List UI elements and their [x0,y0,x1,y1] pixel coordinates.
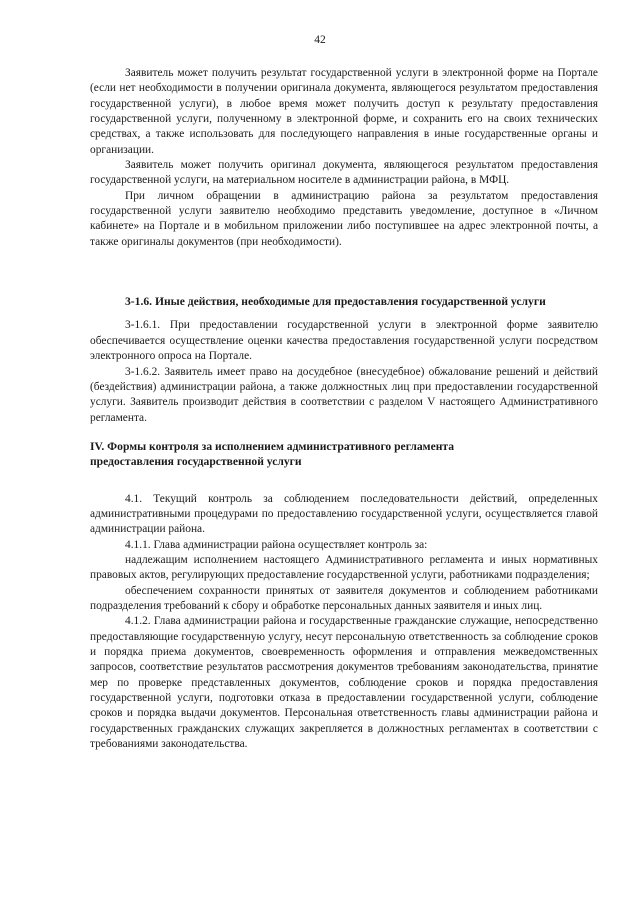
document-body [90,66,598,752]
section-heading-iv-line2: предоставления государственной услуги [90,455,302,469]
paragraph: 4.1. Текущий контроль за соблюдением последовательности действий, определенных административными процедурами по предоставлению государственной услуги, осуществляется главой администрации района. [90,492,598,536]
paragraph: Заявитель может получить оригинал документа, являющегося результатом предоставления государственной услуги, на материальном носителе в администрации района, в МФЦ. [90,159,598,187]
section-heading-3-1-6: 3-1.6. Иные действия, необходимые для предоставления государственной услуги [125,295,546,309]
section-heading-iv-line1: IV. Формы контроля за исполнением административного регламента [90,439,455,453]
paragraph: надлежащим исполнением настоящего Административного регламента и иных нормативных правовых актов, регулирующих предоставление государственной услуги, работниками подразделения; [90,553,598,582]
paragraph: 3-1.6.1. При предоставлении государственной услуги в электронной форме заявителю обеспечивается осуществление оценки качества предоставления государственной услуги посредством электронного опроса на Портале. [90,319,598,363]
paragraph: 4.1.1. Глава администрации района осуществляет контроль за: [125,538,428,551]
paragraph: При личном обращении в администрацию района за результатом предоставления государственной услуги заявителю необходимо представить уведомление, доступное в «Личном кабинете» на Портале и в мобильном приложении либо поступившее на адрес электронной почты, а также оригиналы документов (при необходимости). [90,189,598,248]
page-number: 42 [314,34,326,46]
section-heading-iv [90,439,598,470]
paragraph: обеспечением сохранности принятых от заявителя документов и соблюдением работниками подразделения требований к сбору и обработке персональных данных заявителя и иных лиц. [90,584,598,612]
paragraph: 4.1.2. Глава администрации района и государственные гражданские служащие, непосредственно предоставляющие государственную услугу, несут персональную ответственность за соблюдение сроков и порядка приема документов, своевременность оформления и отправления межведомственных запросов, соответствие результатов рассмотрения документов требованиям законодательства, принятие мер по проверке представленных документов, соблюдение сроков и порядка предоставления государственной услуги, подготовки отказа в предоставлении государственной услуги, соблюдение сроков и порядка выдачи документов. Персональная ответственность главы администрации района и государственных гражданских служащих закрепляется в должностных регламентах в соответствии с требованиями законодательства. [90,615,598,751]
paragraph: Заявитель может получить результат государственной услуги в электронной форме на Портале (если нет необходимости в получении оригинала документа, являющегося результатом предоставления государственной услуги), в любое время может получить доступ к результату предоставления государственной услуги, полученному в электронной форме, и сохранить его на своих технических средствах, а также использовать для последующего направления в иные государственные органы и организации. [90,67,598,156]
paragraph: 3-1.6.2. Заявитель имеет право на досудебное (внесудебное) обжалование решений и действий (бездействия) администрации района, а также должностных лиц при предоставлении государственной услуги. Заявитель производит действия в соответствии с разделом V настоящего Административного регламента. [90,365,598,424]
